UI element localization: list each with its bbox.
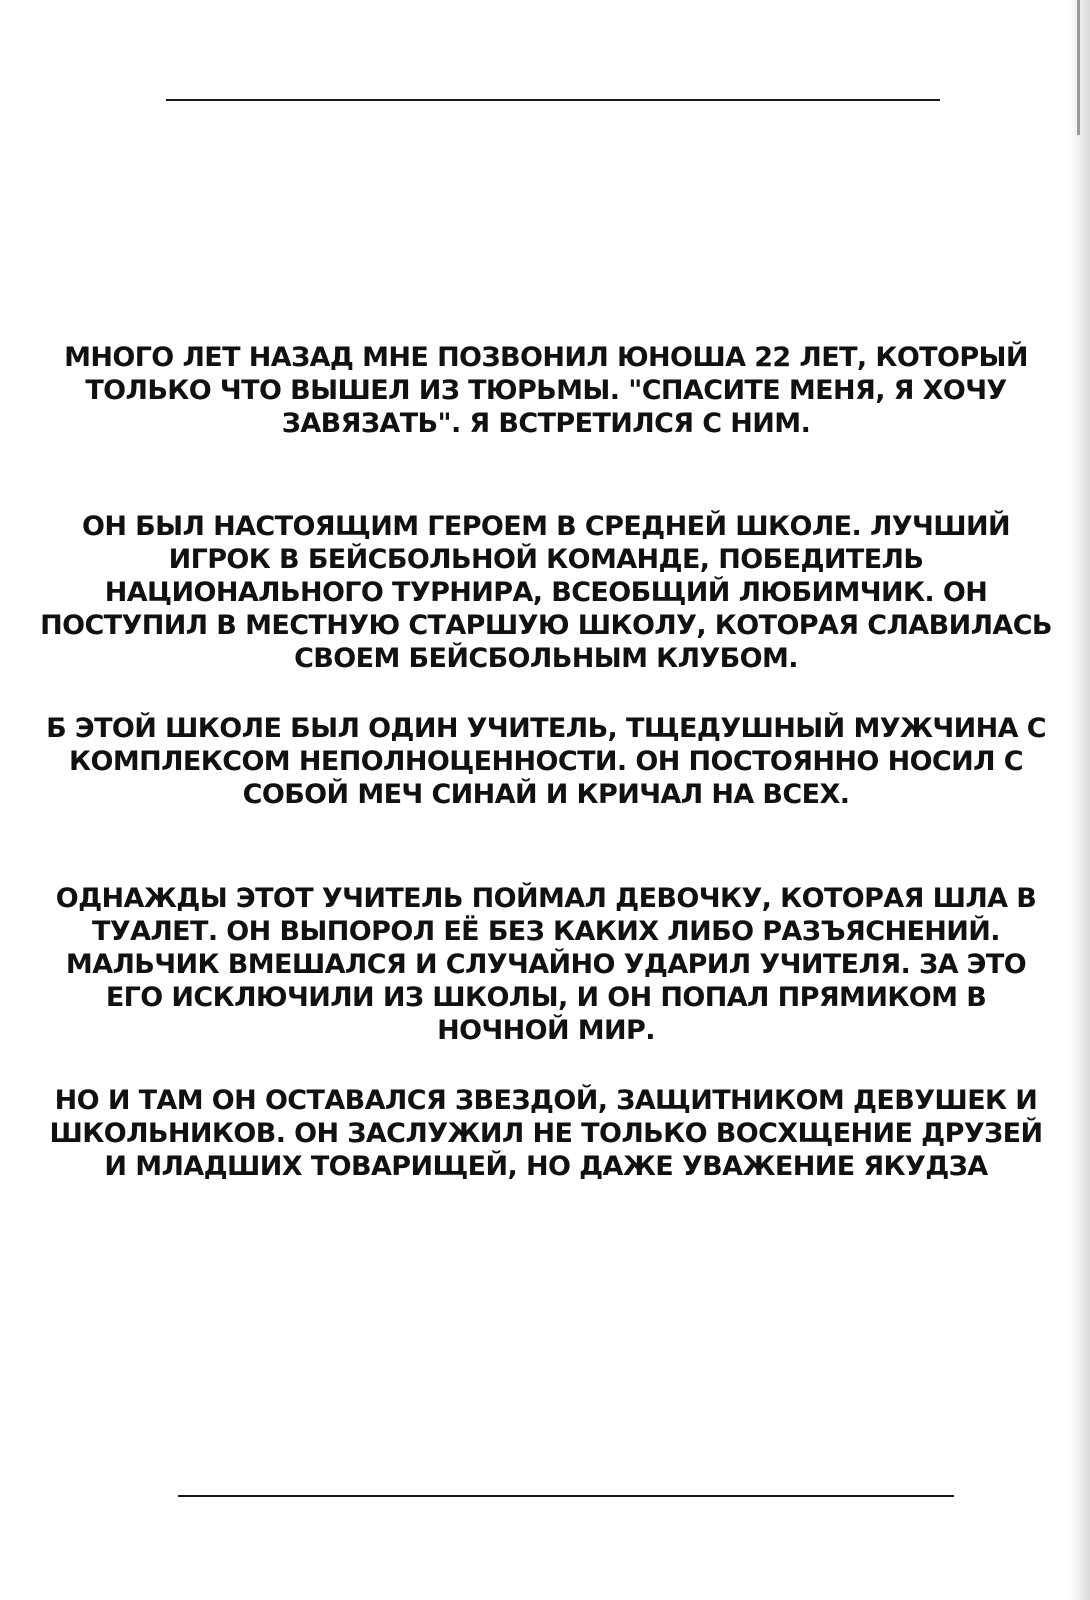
paragraph-4: ОДНАЖДЫ ЭТОТ УЧИТЕЛЬ ПОЙМАЛ ДЕВОЧКУ, КОТОРАЯ ШЛА В ТУАЛЕТ. ОН ВЫПОРОЛ ЕЁ БЕЗ КАКИХ ЛИБО РАЗЪЯСНЕНИЙ. МАЛЬЧИК ВМЕШАЛСЯ И СЛУЧАЙНО УДАРИЛ УЧИТЕЛЯ. ЗА ЭТО ЕГО ИСКЛЮЧИЛИ ИЗ ШКОЛЫ, И ОН ПОПАЛ ПРЯМИКОМ В НОЧНОЙ МИР.	[55, 883, 1037, 1046]
page-edge-shadow	[1068, 0, 1090, 1600]
paragraph-1: МНОГО ЛЕТ НАЗАД МНЕ ПОЗВОНИЛ ЮНОША 22 ЛЕТ, КОТОРЫЙ ТОЛЬКО ЧТО ВЫШЕЛ ИЗ ТЮРЬМЫ. "СПАСИТЕ МЕНЯ, Я ХОЧУ ЗАВЯЗАТЬ". Я ВСТРЕТИЛСЯ С НИМ.	[64, 342, 1028, 439]
page-edge-mark	[1077, 0, 1080, 135]
top-divider	[166, 99, 940, 101]
paragraph-2: ОН БЫЛ НАСТОЯЩИМ ГЕРОЕМ В СРЕДНЕЙ ШКОЛЕ. ЛУЧШИЙ ИГРОК В БЕЙСБОЛЬНОЙ КОМАНДЕ, ПОБЕДИТЕЛЬ НАЦИОНАЛЬНОГО ТУРНИРА, ВСЕОБЩИЙ ЛЮБИМЧИК. ОН ПОСТУПИЛ В МЕСТНУЮ СТАРШУЮ ШКОЛУ, КОТОРАЯ СЛАВИЛАСЬ СВОЕМ БЕЙСБОЛЬНЫМ КЛУБОМ.	[40, 511, 1052, 674]
paragraph-5: НО И ТАМ ОН ОСТАВАЛСЯ ЗВЕЗДОЙ, ЗАЩИТНИКОМ ДЕВУШЕК И ШКОЛЬНИКОВ. ОН ЗАСЛУЖИЛ НЕ ТОЛЬКО ВОСХЩЕНИЕ ДРУЗЕЙ И МЛАДШИХ ТОВАРИЩЕЙ, НО ДАЖЕ УВАЖЕНИЕ ЯКУДЗА	[49, 1085, 1043, 1182]
paragraph-3: Б ЭТОЙ ШКОЛЕ БЫЛ ОДИН УЧИТЕЛЬ, ТЩЕДУШНЫЙ МУЖЧИНА С КОМПЛЕКСОМ НЕПОЛНОЦЕННОСТИ. ОН ПОСТОЯННО НОСИЛ С СОБОЙ МЕЧ СИНАЙ И КРИЧАЛ НА ВСЕХ.	[46, 713, 1046, 810]
bottom-divider	[178, 1495, 954, 1497]
